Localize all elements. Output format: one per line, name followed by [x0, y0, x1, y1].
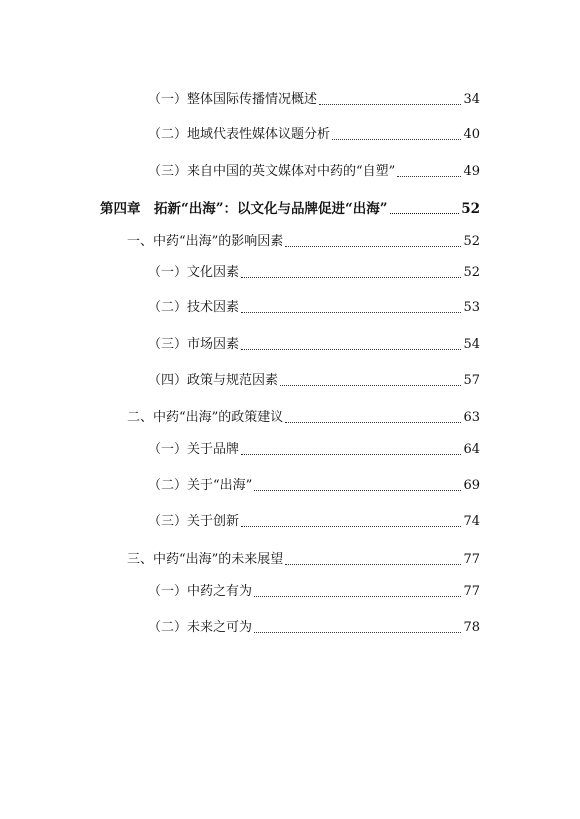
toc-entry[interactable]	[148, 514, 480, 530]
toc-entry-label: （一）中药之有为	[148, 584, 253, 599]
toc-entry[interactable]	[148, 584, 480, 600]
toc-entry-page: 53	[463, 300, 480, 315]
dot-leader	[241, 454, 461, 455]
dot-leader	[241, 312, 461, 313]
toc-entry-label: （二）未来之可为	[148, 620, 253, 635]
dot-leader	[319, 104, 461, 105]
dot-leader	[285, 246, 461, 247]
toc-entry-page: 64	[463, 442, 480, 457]
toc-entry-page: 74	[463, 514, 480, 529]
toc-entry-page: 77	[463, 552, 480, 567]
dot-leader	[280, 385, 461, 386]
toc-entry[interactable]	[148, 92, 480, 108]
toc-entry-page: 63	[463, 410, 480, 425]
chapter-title: 拓新“出海”：以文化与品牌促进“出海”	[154, 201, 388, 217]
toc-entry[interactable]	[127, 234, 480, 250]
dot-leader	[397, 176, 461, 177]
toc-entry[interactable]	[148, 620, 480, 636]
toc-entry-label: 二、中药“出海”的政策建议	[127, 410, 284, 425]
toc-entry[interactable]	[148, 265, 480, 281]
toc-entry-page: 78	[463, 620, 480, 635]
toc-entry-label: （二）地域代表性媒体议题分析	[148, 127, 331, 142]
toc-entry-label: （三）关于创新	[148, 514, 240, 529]
dot-leader	[332, 139, 461, 140]
toc-chapter-entry[interactable]	[100, 201, 480, 217]
toc-chapter-label	[100, 201, 388, 217]
dot-leader	[241, 277, 461, 278]
toc-entry-label: （二）技术因素	[148, 300, 240, 315]
toc-entry-label: （二）关于“出海”	[148, 478, 253, 493]
dot-leader	[254, 490, 461, 491]
toc-entry-page: 34	[463, 92, 480, 107]
dot-leader	[241, 526, 461, 527]
dot-leader	[285, 422, 461, 423]
dot-leader	[241, 349, 461, 350]
toc-entry-page: 57	[463, 373, 480, 388]
toc-entry[interactable]	[148, 337, 480, 353]
toc-entry-label: （一）文化因素	[148, 265, 240, 280]
toc-entry-page: 52	[461, 201, 480, 217]
toc-entry[interactable]	[127, 410, 480, 426]
dot-leader	[390, 213, 460, 214]
chapter-number: 第四章	[100, 201, 141, 217]
toc-entry[interactable]	[148, 127, 480, 143]
toc-entry[interactable]	[148, 442, 480, 458]
toc-entry-page: 49	[463, 164, 480, 179]
toc-entry-label: （一）关于品牌	[148, 442, 240, 457]
dot-leader	[285, 564, 461, 565]
toc-entry[interactable]	[127, 552, 480, 568]
toc-entry-page: 52	[463, 265, 480, 280]
toc-entry-label: （一）整体国际传播情况概述	[148, 92, 318, 107]
dot-leader	[254, 596, 461, 597]
toc-entry-page: 77	[463, 584, 480, 599]
toc-entry-label: 一、中药“出海”的影响因素	[127, 234, 284, 249]
toc-entry-label: 三、中药“出海”的未来展望	[127, 552, 284, 567]
dot-leader	[254, 632, 461, 633]
toc-entry-label: （四）政策与规范因素	[148, 373, 279, 388]
toc-entry[interactable]	[148, 478, 480, 494]
toc-entry[interactable]	[148, 164, 480, 180]
toc-entry[interactable]	[148, 373, 480, 389]
toc-entry[interactable]	[148, 300, 480, 316]
toc-entry-page: 52	[463, 234, 480, 249]
toc-entry-page: 40	[463, 127, 480, 142]
toc-entry-label: （三）来自中国的英文媒体对中药的“自塑”	[148, 164, 396, 179]
toc-entry-page: 54	[463, 337, 480, 352]
toc-entry-page: 69	[463, 478, 480, 493]
toc-entry-label: （三）市场因素	[148, 337, 240, 352]
